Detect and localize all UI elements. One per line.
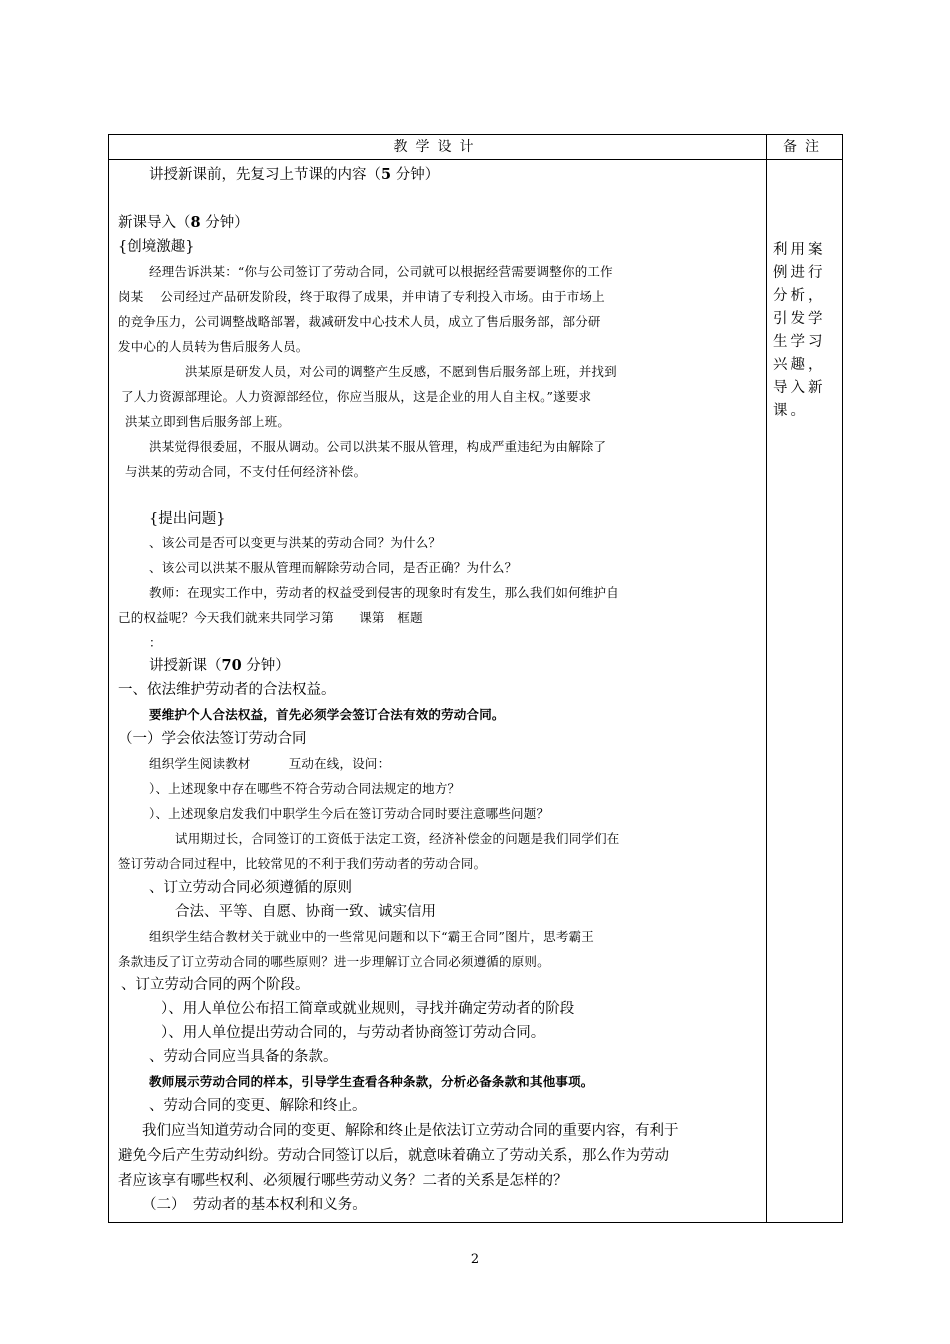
remarks-text: 利用案例进行分析，引发学生学习兴趣，导入新课。 xyxy=(773,242,826,419)
content-line: ）、上述现象中存在哪些不符合劳动合同法规定的地方？ xyxy=(149,781,461,796)
header-teaching-design: 教学设计 xyxy=(393,139,482,155)
header-remarks: 备注 xyxy=(783,139,827,155)
content-line: 经理告诉洪某：“你与公司签订了劳动合同，公司就可以根据经营需要调整你的工作 xyxy=(149,264,613,279)
content-line: 试用期过长，合同签订的工资低于法定工资，经济补偿金的问题是我们同学们在 xyxy=(175,831,620,846)
content-line: （二） 劳动者的基本权利和义务。 xyxy=(142,1197,367,1213)
content-line: 发中心的人员转为售后服务人员。 xyxy=(118,339,309,354)
column-divider xyxy=(766,135,767,1222)
content-line: ）、用人单位提出劳动合同的，与劳动者协商签订劳动合同。 xyxy=(161,1025,546,1041)
content-line: 、订立劳动合同必须遵循的原则 xyxy=(149,880,352,896)
content-line: 、订立劳动合同的两个阶段。 xyxy=(121,977,310,993)
content-line: 合法、平等、自愿、协商一致、诚实信用 xyxy=(175,904,436,920)
content-line: {创境激趣} xyxy=(118,239,195,255)
content-line: 条款违反了订立劳动合同的哪些原则？进一步理解订立合同必须遵循的原则。 xyxy=(118,954,550,969)
content-line: 、该公司是否可以变更与洪某的劳动合同？为什么？ xyxy=(149,535,442,550)
content-line: 洪某觉得很委屈，不服从调动。公司以洪某不服从管理，构成严重违纪为由解除了 xyxy=(149,439,607,454)
content-line: （一）学会依法签订劳动合同 xyxy=(118,731,307,747)
content-line: 的竞争压力，公司调整战略部署，裁减研发中心技术人员，成立了售后服务部，部分研 xyxy=(118,314,601,329)
content-line: {提出问题} xyxy=(149,511,226,527)
content-line: ）、用人单位公布招工简章或就业规则，寻找并确定劳动者的阶段 xyxy=(161,1001,575,1017)
content-line: 我们应当知道劳动合同的变更、解除和终止是依法订立劳动合同的重要内容，有利于 xyxy=(142,1123,679,1139)
content-line: 组织学生阅读教材 互动在线，设问： xyxy=(149,756,391,771)
content-line: 己的权益呢？今天我们就来共同学习第 课第 框题 xyxy=(118,610,423,625)
content-line: 洪某立即到售后服务部上班。 xyxy=(125,414,291,429)
content-line: ）、上述现象启发我们中职学生今后在签订劳动合同时要注意哪些问题？ xyxy=(149,806,550,821)
content-line: 讲授新课前，先复习上节课的内容（5 分钟） xyxy=(149,166,440,183)
content-line: 者应该享有哪些权利、必须履行哪些劳动义务？二者的关系是怎样的？ xyxy=(118,1173,568,1189)
content-line: 签订劳动合同过程中，比较常见的不利于我们劳动者的劳动合同。 xyxy=(118,856,487,871)
content-line: 组织学生结合教材关于就业中的一些常见问题和以下“霸王合同”图片，思考霸王 xyxy=(149,929,594,944)
content-line: 教师：在现实工作中，劳动者的权益受到侵害的现象时有发生，那么我们如何维护自 xyxy=(149,585,619,600)
content-line: 讲授新课（70 分钟） xyxy=(149,657,290,674)
table-header-row xyxy=(109,135,842,160)
content-line: 、劳动合同应当具备的条款。 xyxy=(149,1049,338,1065)
content-line: 、该公司以洪某不服从管理而解除劳动合同，是否正确？为什么？ xyxy=(149,560,518,575)
content-line: 岗某 公司经过产品研发阶段，终于取得了成果，并申请了专利投入市场。由于市场上 xyxy=(118,289,605,304)
content-line: 洪某原是研发人员，对公司的调整产生反感，不愿到售后服务部上班，并找到 xyxy=(185,364,617,379)
content-line: 一、依法维护劳动者的合法权益。 xyxy=(118,682,336,698)
content-line: 新课导入（8 分钟） xyxy=(118,214,249,231)
lesson-plan-table xyxy=(108,134,843,1223)
page-number: 2 xyxy=(470,1252,480,1267)
content-line: 要维护个人合法权益，首先必须学会签订合法有效的劳动合同。 xyxy=(149,707,505,722)
content-line: 了人力资源部理论。人力资源部经位，你应当服从，这是企业的用人自主权。”遂要求 xyxy=(121,389,592,404)
content-line: 与洪某的劳动合同，不支付任何经济补偿。 xyxy=(125,464,367,479)
content-line: 避免今后产生劳动纠纷。劳动合同签订以后，就意味着确立了劳动关系，那么作为劳动 xyxy=(118,1148,669,1164)
content-line: ： xyxy=(149,635,162,650)
content-line: 教师展示劳动合同的样本，引导学生查看各种条款，分析必备条款和其他事项。 xyxy=(149,1074,594,1089)
content-line: 、劳动合同的变更、解除和终止。 xyxy=(149,1098,367,1114)
